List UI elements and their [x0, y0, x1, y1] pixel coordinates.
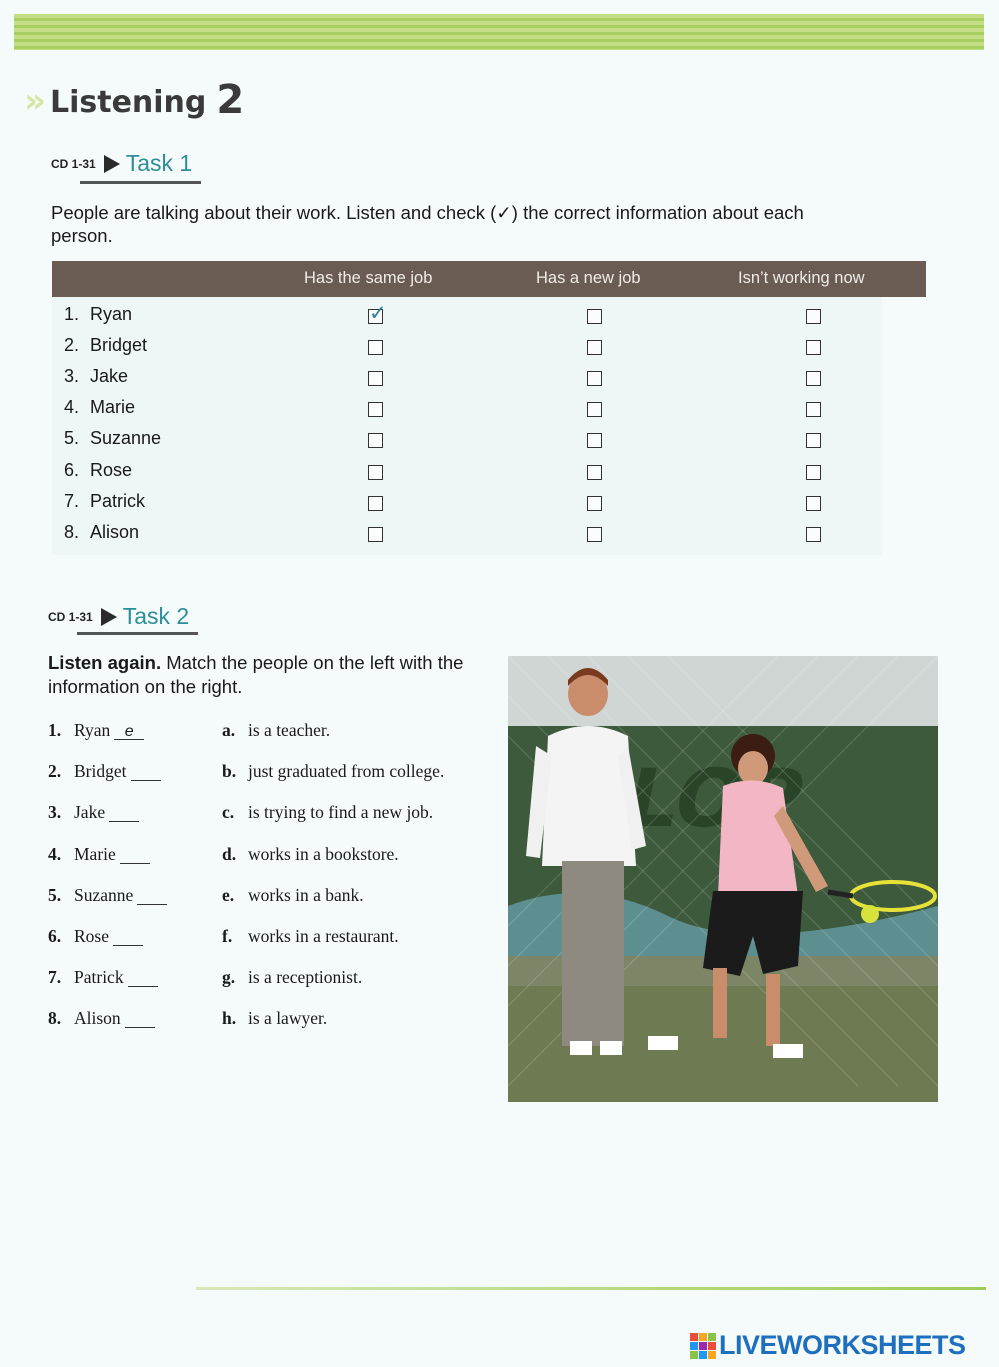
task2-instruction	[48, 651, 468, 699]
task1-label: Task 1	[125, 150, 193, 176]
option-text: works in a bank.	[248, 884, 364, 905]
match-person	[48, 926, 143, 947]
checkbox-not-working[interactable]	[806, 496, 821, 511]
task1-underline	[80, 181, 201, 184]
play-arrow-icon	[101, 608, 117, 626]
task2-instruction-rest: Match the people on the left with the information on the right.	[48, 652, 464, 697]
checkbox-new-job[interactable]	[587, 496, 602, 511]
checkbox-not-working[interactable]	[806, 371, 821, 386]
answer-blank[interactable]	[131, 766, 161, 781]
checkbox-new-job[interactable]	[587, 371, 602, 386]
match-person	[48, 885, 167, 906]
person-number: 5.	[48, 884, 62, 905]
option-text: is trying to find a new job.	[248, 802, 434, 823]
match-person	[48, 720, 144, 741]
answer-blank[interactable]	[120, 849, 150, 864]
list-item	[48, 720, 488, 750]
option-text: is a lawyer.	[248, 1008, 328, 1029]
list-item	[48, 802, 488, 832]
checkbox-not-working[interactable]	[806, 309, 821, 324]
checkbox-not-working[interactable]	[806, 433, 821, 448]
tennis-photo	[508, 656, 938, 1102]
checkbox-same-job[interactable]	[368, 465, 383, 480]
row-name: Alison	[90, 521, 140, 542]
row-number: 4.	[64, 397, 80, 418]
person-number: 2.	[48, 761, 62, 782]
match-option	[222, 761, 444, 782]
answer-blank[interactable]	[113, 931, 143, 946]
person-name	[64, 491, 145, 512]
top-decorative-band	[14, 14, 984, 50]
option-text: is a teacher.	[248, 720, 331, 740]
match-option	[222, 844, 399, 865]
person-name	[64, 428, 161, 449]
column-header-not-working: Isn’t working now	[738, 269, 865, 287]
checkbox-new-job[interactable]	[587, 309, 602, 324]
answer-blank[interactable]	[125, 1013, 155, 1028]
match-option	[222, 885, 364, 906]
table-row	[52, 424, 882, 455]
person-name: Patrick	[74, 967, 124, 988]
list-item	[48, 885, 488, 915]
person-number: 7.	[48, 967, 62, 988]
row-number: 8.	[64, 521, 80, 542]
match-option	[222, 967, 362, 988]
task1-table-header	[52, 261, 926, 297]
match-person	[48, 967, 158, 988]
person-number: 4.	[48, 843, 62, 864]
list-item	[48, 967, 488, 997]
row-number: 6.	[64, 459, 80, 480]
liveworksheets-brand	[690, 1330, 966, 1361]
table-row	[52, 300, 882, 331]
checkbox-same-job[interactable]	[368, 527, 383, 542]
option-letter: b.	[222, 761, 237, 782]
row-number: 2.	[64, 335, 80, 356]
answer-blank[interactable]	[137, 890, 167, 905]
checkbox-same-job[interactable]	[368, 402, 383, 417]
person-name	[64, 460, 132, 481]
match-person	[48, 802, 139, 823]
match-option	[222, 1008, 327, 1029]
answer-blank[interactable]: e	[114, 725, 144, 740]
answer-blank[interactable]	[128, 972, 158, 987]
person-name	[64, 366, 128, 387]
table-row	[52, 487, 882, 518]
list-item	[48, 844, 488, 874]
match-option	[222, 802, 433, 823]
row-number: 5.	[64, 428, 80, 449]
list-item	[48, 761, 488, 791]
checkbox-new-job[interactable]	[587, 402, 602, 417]
option-letter: h.	[222, 1008, 237, 1029]
option-text: is a receptionist.	[248, 967, 363, 988]
option-letter: g.	[222, 967, 236, 988]
checkbox-new-job[interactable]	[587, 465, 602, 480]
table-row	[52, 331, 882, 362]
row-number: 1.	[64, 304, 80, 324]
checkbox-same-job[interactable]	[368, 340, 383, 355]
checkbox-new-job[interactable]	[587, 527, 602, 542]
person-name: Jake	[74, 802, 106, 823]
option-text: just graduated from college.	[248, 761, 445, 782]
row-number: 3.	[64, 366, 80, 387]
column-header-same-job: Has the same job	[304, 269, 433, 287]
option-letter: f.	[222, 926, 233, 946]
row-name: Patrick	[90, 490, 146, 511]
brand-logo-icon	[690, 1333, 716, 1359]
checkbox-new-job[interactable]	[587, 340, 602, 355]
checkbox-new-job[interactable]	[587, 433, 602, 448]
option-letter: e.	[222, 884, 235, 905]
row-number: 7.	[64, 490, 80, 511]
task2-label: Task 2	[122, 603, 190, 629]
list-item	[48, 926, 488, 956]
person-name: Rose	[74, 926, 109, 946]
table-row	[52, 518, 882, 549]
person-number: 1.	[48, 720, 62, 740]
cd-track-label: CD 1-31	[48, 609, 93, 624]
option-letter: a.	[222, 720, 236, 740]
person-number: 3.	[48, 802, 62, 823]
person-name: Suzanne	[74, 884, 134, 905]
title-chevron-icon: »	[24, 81, 46, 121]
task2-header	[48, 603, 189, 630]
task1-instruction: People are talking about their work. Listen and check (✓) the correct information about each person.	[51, 202, 804, 246]
brand-text: LIVEWORKSHEETS	[719, 1330, 966, 1360]
checkbox-same-job[interactable]	[368, 433, 383, 448]
person-name: Alison	[74, 1008, 121, 1029]
option-text: works in a bookstore.	[248, 843, 399, 864]
row-name: Rose	[90, 459, 133, 480]
match-person	[48, 1008, 155, 1029]
person-name: Marie	[74, 843, 116, 864]
column-header-new-job: Has a new job	[536, 269, 641, 287]
answer-blank[interactable]	[109, 807, 139, 822]
task2-instruction-bold: Listen again.	[48, 652, 162, 673]
person-number: 8.	[48, 1008, 62, 1029]
checkbox-not-working[interactable]	[806, 402, 821, 417]
play-arrow-icon	[104, 155, 120, 173]
person-name	[64, 522, 139, 543]
table-row	[52, 456, 882, 487]
row-name: Jake	[90, 366, 129, 387]
checkbox-not-working[interactable]	[806, 340, 821, 355]
option-letter: c.	[222, 802, 235, 823]
match-person	[48, 844, 150, 865]
person-name: Bridget	[74, 761, 127, 782]
row-name: Bridget	[90, 335, 148, 356]
title-text: Listening	[49, 85, 207, 120]
person-name	[64, 397, 135, 418]
list-item	[48, 1008, 488, 1038]
match-option	[222, 926, 399, 947]
cd-track-label: CD 1-31	[51, 156, 96, 171]
task1-header	[51, 150, 192, 177]
table-row	[52, 362, 882, 393]
option-letter: d.	[222, 843, 237, 864]
person-number: 6.	[48, 926, 62, 946]
row-name: Marie	[90, 397, 136, 418]
checkbox-same-job[interactable]	[368, 371, 383, 386]
person-name	[64, 304, 132, 325]
checkbox-not-working[interactable]	[806, 465, 821, 480]
task2-underline	[77, 632, 198, 635]
person-name	[64, 335, 147, 356]
row-name: Suzanne	[90, 428, 162, 449]
task1-table-body	[52, 297, 882, 555]
title-number: 2	[216, 77, 245, 123]
checkbox-not-working[interactable]	[806, 527, 821, 542]
match-option	[222, 720, 330, 741]
match-person	[48, 761, 161, 782]
checkbox-same-job[interactable]	[368, 496, 383, 511]
bottom-divider	[196, 1287, 986, 1290]
row-name: Ryan	[90, 304, 133, 324]
checkbox-same-job[interactable]	[368, 309, 383, 324]
option-text: works in a restaurant.	[248, 926, 399, 946]
table-row	[52, 393, 882, 424]
person-name: Ryan	[74, 720, 111, 740]
section-title	[24, 77, 245, 123]
